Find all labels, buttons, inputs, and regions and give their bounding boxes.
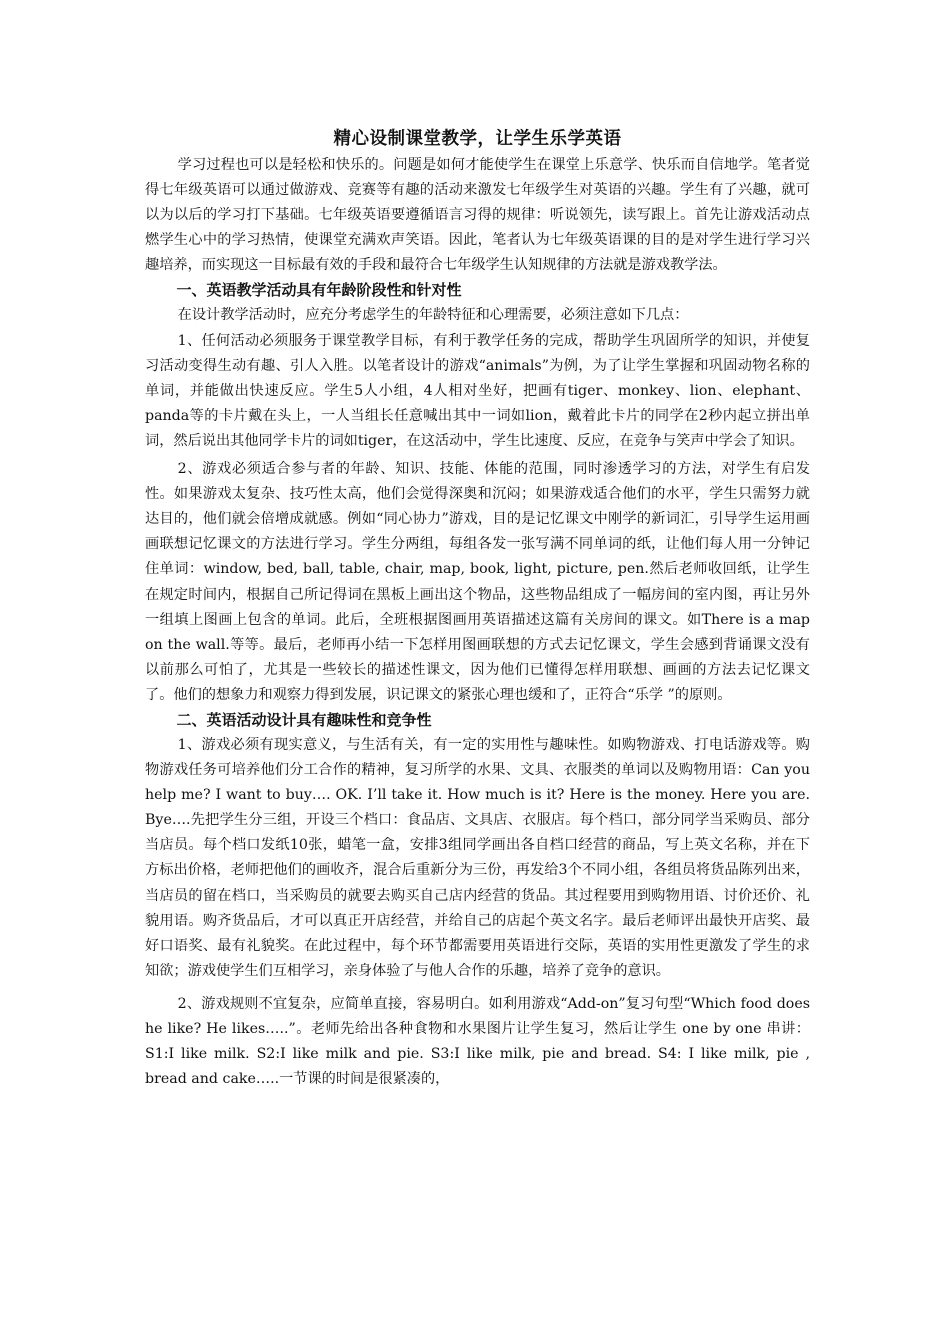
section1-point2-paragraph: 2、游戏必须适合参与者的年龄、知识、技能、体能的范围，同时渗透学习的方法，对学生有启发性。如果游戏太复杂、技巧性太高，他们会觉得深奥和沉闷；如果游戏适合他们的水平，学生只需努力就达目的，他们就会倍增成就感。例如“同心协力”游戏，目的是记忆课文中刚学的新词汇，引导学生运用画画联想记忆课文的方法进行学习。学生分两组，每组各发一张写满不同单词的纸，让他们每人用一分钟记住单词：window, bed, ball, table, chair, map, book, light, picture, pen.然后老师收回纸，让学生在规定时间内，根据自己所记得词在黑板上画出这个物品，这些物品组成了一幅房间的室内图，再让另外一组填上图画上包含的单词。此后，全班根据图画用英语描述这篇有关房间的课文。如There is a map on the wall.等等。最后，老师再小结一下怎样用图画联想的方式去记忆课文，学生会感到背诵课文没有以前那么可怕了，尤其是一些较长的描述性课文，因为他们已懂得怎样用联想、画画的方法去记忆课文了。他们的想象力和观察力得到发展，识记课文的紧张心理也缓和了，正符合“乐学 ”的原则。 xyxy=(145,461,810,703)
section1-heading: 一、英语教学活动具有年龄阶段性和针对性 xyxy=(176,281,462,300)
section2-heading: 二、英语活动设计具有趣味性和竞争性 xyxy=(176,710,432,729)
intro-paragraph: 学习过程也可以是轻松和快乐的。问题是如何才能使学生在课堂上乐意学、快乐而自信地学。笔者觉得七年级英语可以通过做游戏、竞赛等有趣的活动来激发七年级学生对英语的兴趣。学生有了兴趣，就可以为以后的学习打下基础。七年级英语要遵循语言习得的规律：听说领先，读写跟上。首先让游戏活动点燃学生心中的学习热情，使课堂充满欢声笑语。因此，笔者认为七年级英语课的目的是对学生进行学习兴趣培养，而实现这一目标最有效的手段和最符合七年级学生认知规律的方法就是游戏教学法。 xyxy=(145,157,810,274)
section2-point2-paragraph: 2、游戏规则不宜复杂，应简单直接，容易明白。如利用游戏“Add-on”复习句型“Which food does he like? He likes…..”。老师先给出各种食物和水果图片让学生复习，然后让学生 one by one 串讲：S1:I like milk. S2:I like milk and pie. S3:I like milk, pie and bread. S4: I like milk, pie , bread and cake…..一节课的时间是很紧凑的， xyxy=(145,995,810,1088)
document-title: 精心设制课堂教学，让学生乐学英语 xyxy=(333,129,622,149)
section1-lead-paragraph: 在设计教学活动时，应充分考虑学生的年龄特征和心理需要，必须注意如下几点： xyxy=(177,307,689,324)
document-page xyxy=(145,126,810,1092)
section2-point1-paragraph: 1、游戏必须有现实意义，与生活有关，有一定的实用性与趣味性。如购物游戏、打电话游戏等。购物游戏任务可培养他们分工合作的精神，复习所学的水果、文具、衣服类的单词以及购物用语：Can you help me? I want to buy…. OK. I’ll take it. How much is it? Here is the money. Here you are. Bye….先把学生分三组，开设三个档口：食品店、文具店、衣服店。每个档口，部分同学当采购员、部分当店员。每个档口发纸10张，蜡笔一盒，安排3组同学画出各自档口经营的商品，写上英文名称，并在下方标出价格，老师把他们的画收齐，混合后重新分为三份，再发给3个不同小组，各组员将货品陈列出来，当店员的留在档口，当采购员的就要去购买自己店内经营的货品。其过程要用到购物用语、讨价还价、礼貌用语。购齐货品后，才可以真正开店经营，并给自己的店起个英文名字。最后老师评出最快开店奖、最好口语奖、最有礼貌奖。在此过程中，每个环节都需要用英语进行交际，英语的实用性更激发了学生的求知欲；游戏使学生们互相学习，亲身体验了与他人合作的乐趣，培养了竞争的意识。 xyxy=(145,736,810,979)
section1-point1-paragraph: 1、任何活动必须服务于课堂教学目标，有利于教学任务的完成，帮助学生巩固所学的知识，并使复习活动变得生动有趣、引人入胜。以笔者设计的游戏“animals”为例，为了让学生掌握和巩固动物名称的单词，并能做出快速反应。学生5人小组，4人相对坐好，把画有tiger、monkey、lion、elephant、panda等的卡片戴在头上，一人当组长任意喊出其中一词如lion，戴着此卡片的同学在2秒内起立拼出单词，然后说出其他同学卡片的词如tiger，在这活动中，学生比速度、反应，在竞争与笑声中学会了知识。 xyxy=(145,332,810,449)
